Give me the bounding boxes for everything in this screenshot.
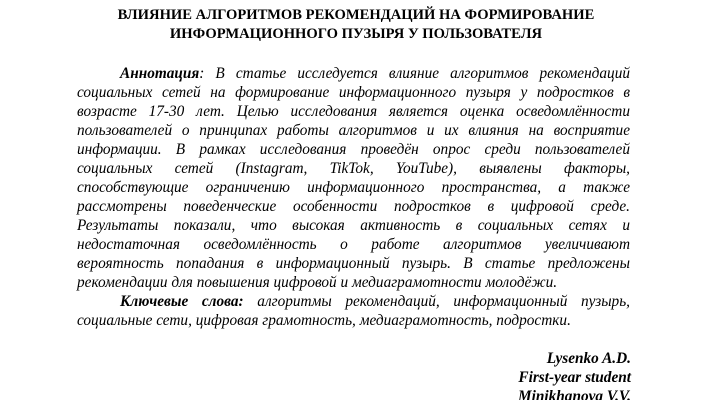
abstract-text-1: : В статье исследуется влияние алгоритмов рекомендаций	[199, 65, 630, 82]
abstract-line-11: вероятность попадания в информационный пузырь. В статье предложены	[77, 255, 630, 272]
abstract-line-12: рекомендации для повышения цифровой и медиаграмотности молодёжи.	[77, 274, 558, 291]
abstract-label: Аннотация	[120, 65, 200, 82]
author-name: Lysenko A.D.	[546, 350, 631, 367]
abstract-line-10: недостаточная осведомлённость о работе алгоритмов увеличивают	[77, 236, 630, 253]
supervisor-name: Minikhanova V.V.	[518, 388, 631, 400]
abstract-line-8: рассмотрены поведенческие особенности подростков в цифровой среде.	[77, 198, 630, 215]
abstract-line-7: способствующие ограничению информационного пространства, а также	[77, 179, 630, 196]
abstract-line-4: пользователей о принципах работы алгоритмов и их влияния на восприятие	[77, 122, 630, 139]
abstract-line-5: информации. В рамках исследования проведён опрос среди пользователей	[77, 141, 630, 158]
abstract-line-6: социальных сетей (Instagram, TikTok, YouTube), выявлены факторы,	[77, 160, 630, 177]
keywords-line-1	[120, 292, 630, 311]
article-title-line-2: ИНФОРМАЦИОННОГО ПУЗЫРЯ У ПОЛЬЗОВАТЕЛЯ	[169, 26, 543, 42]
keywords-text-1: алгоритмы рекомендаций, информационный пузырь,	[243, 293, 630, 310]
author-role: First-year student	[518, 369, 631, 386]
keywords-label: Ключевые слова:	[120, 293, 244, 310]
keywords-line-2: социальные сети, цифровая грамотность, медиаграмотность, подростки.	[77, 312, 571, 329]
abstract-line-3: возрасте 17-30 лет. Целью исследования является оценка осведомлённости	[77, 103, 630, 120]
abstract-line-1	[120, 64, 630, 83]
abstract-line-9: Результаты показали, что высокая активность в социальных сетях и	[77, 217, 630, 234]
abstract-line-2: социальных сетей на формирование информационного пузыря у подростков в	[77, 84, 630, 101]
article-title-line-1: ВЛИЯНИЕ АЛГОРИТМОВ РЕКОМЕНДАЦИЙ НА ФОРМИРОВАНИЕ	[117, 7, 595, 23]
